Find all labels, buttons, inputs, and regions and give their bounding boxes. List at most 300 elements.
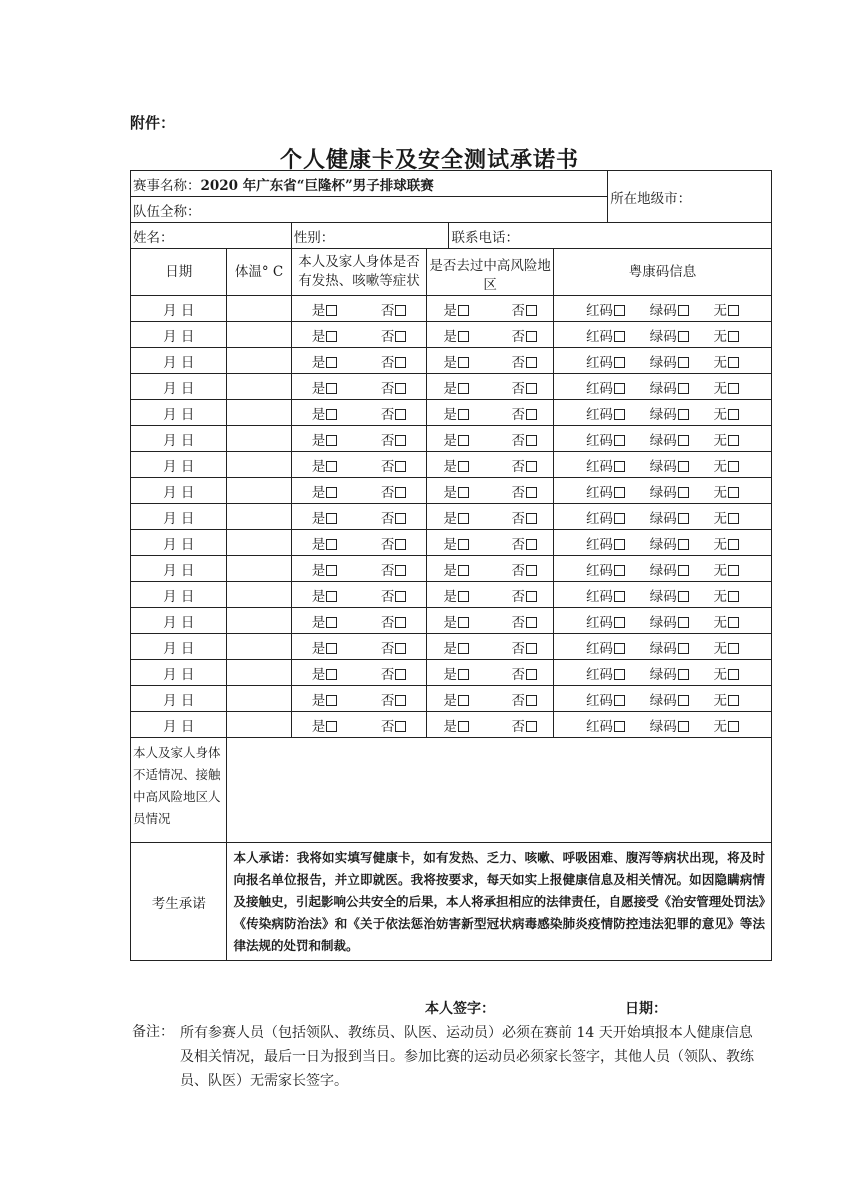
risk-yes-checkbox[interactable] (443, 429, 469, 449)
risk-no-checkbox[interactable] (511, 533, 537, 553)
table-row (131, 504, 772, 530)
no-label: 否 (380, 666, 395, 683)
row-risk-area (427, 660, 554, 686)
green-label: 绿码 (649, 380, 677, 397)
code-red-checkbox[interactable] (586, 559, 625, 579)
body-info-field[interactable] (227, 738, 772, 843)
row-symptoms (291, 296, 427, 322)
header-risk-area: 是否去过中高风险地区 (427, 249, 554, 296)
symptoms-no-checkbox[interactable] (381, 637, 407, 657)
none-label: 无 (713, 718, 727, 735)
row-date[interactable] (131, 322, 227, 348)
none-label: 无 (713, 640, 727, 657)
table-row (131, 608, 772, 634)
row-date[interactable] (131, 712, 227, 738)
row-temp-field[interactable] (227, 296, 291, 322)
row-risk-area (427, 426, 554, 452)
green-label: 绿码 (649, 328, 677, 345)
none-label: 无 (713, 614, 727, 631)
code-green-checkbox[interactable] (650, 507, 689, 527)
none-label: 无 (713, 406, 727, 423)
row-temp-field[interactable] (227, 348, 291, 374)
team-field[interactable] (131, 197, 608, 223)
symptoms-yes-checkbox[interactable] (312, 611, 338, 631)
code-none-checkbox[interactable] (714, 351, 740, 371)
code-none-checkbox[interactable] (714, 507, 740, 527)
checkbox-icon (614, 461, 625, 472)
risk-yes-checkbox[interactable] (443, 689, 469, 709)
row-temp-field[interactable] (227, 322, 291, 348)
symptoms-no-checkbox[interactable] (381, 585, 407, 605)
checkbox-icon (395, 513, 406, 524)
checkbox-icon (458, 643, 469, 654)
symptoms-no-checkbox[interactable] (381, 533, 407, 553)
row-date[interactable] (131, 556, 227, 582)
code-red-checkbox[interactable] (586, 507, 625, 527)
risk-no-checkbox[interactable] (511, 507, 537, 527)
row-date-label: 月 日 (163, 536, 195, 553)
symptoms-yes-checkbox[interactable] (312, 533, 338, 553)
yes-label: 是 (443, 614, 457, 631)
risk-yes-checkbox[interactable] (443, 351, 469, 371)
table-row (131, 634, 772, 660)
row-date[interactable] (131, 400, 227, 426)
symptoms-yes-checkbox[interactable] (312, 715, 338, 735)
row-date[interactable] (131, 452, 227, 478)
symptoms-no-checkbox[interactable] (381, 559, 407, 579)
code-none-checkbox[interactable] (714, 611, 740, 631)
symptoms-no-checkbox[interactable] (381, 715, 407, 735)
symptoms-yes-checkbox[interactable] (312, 403, 338, 423)
row-date-label: 月 日 (163, 666, 195, 683)
symptoms-yes-checkbox[interactable] (312, 507, 338, 527)
row-date[interactable] (131, 504, 227, 530)
code-red-checkbox[interactable] (586, 377, 625, 397)
row-symptoms (291, 348, 427, 374)
row-date[interactable] (131, 426, 227, 452)
checkbox-icon (526, 513, 537, 524)
none-label: 无 (713, 692, 727, 709)
risk-yes-checkbox[interactable] (443, 481, 469, 501)
row-temp-field[interactable] (227, 374, 291, 400)
checkbox-icon (728, 331, 739, 342)
row-temp-field[interactable] (227, 504, 291, 530)
risk-yes-checkbox[interactable] (443, 377, 469, 397)
note-label: 备注： (132, 1024, 174, 1040)
symptoms-yes-checkbox[interactable] (312, 455, 338, 475)
code-red-checkbox[interactable] (586, 429, 625, 449)
risk-yes-checkbox[interactable] (443, 611, 469, 631)
risk-no-checkbox[interactable] (511, 377, 537, 397)
name-field[interactable] (131, 223, 292, 249)
risk-no-checkbox[interactable] (511, 663, 537, 683)
no-label: 否 (380, 328, 395, 345)
row-health-code (553, 478, 771, 504)
code-none-checkbox[interactable] (714, 299, 740, 319)
code-red-checkbox[interactable] (586, 611, 625, 631)
risk-yes-checkbox[interactable] (443, 637, 469, 657)
code-green-checkbox[interactable] (650, 611, 689, 631)
checkbox-icon (458, 565, 469, 576)
code-none-checkbox[interactable] (714, 559, 740, 579)
code-red-checkbox[interactable] (586, 481, 625, 501)
row-health-code (553, 296, 771, 322)
checkbox-icon (614, 357, 625, 368)
row-temp-field[interactable] (227, 660, 291, 686)
checkbox-icon (458, 487, 469, 498)
risk-yes-checkbox[interactable] (443, 507, 469, 527)
symptoms-yes-checkbox[interactable] (312, 585, 338, 605)
row-date[interactable] (131, 634, 227, 660)
risk-no-checkbox[interactable] (511, 481, 537, 501)
row-temp-field[interactable] (227, 712, 291, 738)
checkbox-icon (728, 565, 739, 576)
risk-no-checkbox[interactable] (511, 351, 537, 371)
checkbox-icon (395, 435, 406, 446)
checkbox-icon (678, 669, 689, 680)
risk-no-checkbox[interactable] (511, 403, 537, 423)
checkbox-icon (395, 409, 406, 420)
green-label: 绿码 (649, 354, 677, 371)
code-red-checkbox[interactable] (586, 455, 625, 475)
yes-label: 是 (443, 328, 457, 345)
code-green-checkbox[interactable] (650, 637, 689, 657)
symptoms-no-checkbox[interactable] (381, 325, 407, 345)
symptoms-no-checkbox[interactable] (381, 611, 407, 631)
checkbox-icon (326, 461, 337, 472)
no-label: 否 (511, 328, 525, 345)
symptoms-yes-checkbox[interactable] (312, 299, 338, 319)
symptoms-no-checkbox[interactable] (381, 377, 407, 397)
checkbox-icon (526, 539, 537, 550)
checkbox-icon (395, 617, 406, 628)
yes-label: 是 (311, 302, 326, 319)
code-none-checkbox[interactable] (714, 429, 740, 449)
row-date-label: 月 日 (163, 588, 195, 605)
table-row (131, 478, 772, 504)
checkbox-icon (395, 721, 406, 732)
event-name: 2020 年广东省“巨隆杯”男子排球联赛 (200, 177, 434, 194)
checkbox-icon (326, 513, 337, 524)
row-date-label: 月 日 (163, 302, 195, 319)
row-temp-field[interactable] (227, 400, 291, 426)
checkbox-icon (678, 409, 689, 420)
symptoms-yes-checkbox[interactable] (312, 559, 338, 579)
note-text: 所有参赛人员（包括领队、教练员、队医、运动员）必须在赛前 14 天开始填报本人健康信息及相关情况，最后一日为报到当日。参加比赛的运动员必须家长签字，其他人员（领队、教练员、队医）无需家长签字。 (180, 1025, 754, 1089)
green-label: 绿码 (649, 588, 677, 605)
yes-label: 是 (443, 640, 457, 657)
row-date[interactable] (131, 686, 227, 712)
symptoms-no-checkbox[interactable] (381, 455, 407, 475)
code-red-checkbox[interactable] (586, 585, 625, 605)
code-none-checkbox[interactable] (714, 663, 740, 683)
table-row (131, 452, 772, 478)
symptoms-no-checkbox[interactable] (381, 429, 407, 449)
row-date[interactable] (131, 296, 227, 322)
checkbox-icon (728, 643, 739, 654)
checkbox-icon (728, 357, 739, 368)
no-label: 否 (380, 692, 395, 709)
checkbox-icon (458, 357, 469, 368)
code-green-checkbox[interactable] (650, 403, 689, 423)
none-label: 无 (713, 458, 727, 475)
row-risk-area (427, 322, 554, 348)
code-green-checkbox[interactable] (650, 663, 689, 683)
row-risk-area (427, 530, 554, 556)
no-label: 否 (511, 562, 525, 579)
no-label: 否 (380, 640, 395, 657)
no-label: 否 (511, 302, 525, 319)
yes-label: 是 (311, 510, 326, 527)
code-none-checkbox[interactable] (714, 403, 740, 423)
pledge-cell (227, 843, 772, 961)
checkbox-icon (526, 565, 537, 576)
code-green-checkbox[interactable] (650, 299, 689, 319)
symptoms-yes-checkbox[interactable] (312, 637, 338, 657)
symptoms-no-checkbox[interactable] (381, 663, 407, 683)
risk-no-checkbox[interactable] (511, 689, 537, 709)
risk-no-checkbox[interactable] (511, 585, 537, 605)
yes-label: 是 (443, 562, 457, 579)
code-green-checkbox[interactable] (650, 429, 689, 449)
risk-yes-checkbox[interactable] (443, 455, 469, 475)
row-health-code (553, 374, 771, 400)
row-date-label: 月 日 (163, 640, 195, 657)
red-label: 红码 (585, 380, 613, 397)
code-red-checkbox[interactable] (586, 715, 625, 735)
risk-no-checkbox[interactable] (511, 455, 537, 475)
row-date[interactable] (131, 348, 227, 374)
checkbox-icon (526, 461, 537, 472)
row-temp-field[interactable] (227, 556, 291, 582)
checkbox-icon (728, 383, 739, 394)
code-red-checkbox[interactable] (586, 403, 625, 423)
symptoms-no-checkbox[interactable] (381, 403, 407, 423)
yes-label: 是 (443, 692, 457, 709)
risk-yes-checkbox[interactable] (443, 663, 469, 683)
checkbox-icon (326, 383, 337, 394)
code-none-checkbox[interactable] (714, 481, 740, 501)
symptoms-no-checkbox[interactable] (381, 481, 407, 501)
row-temp-field[interactable] (227, 582, 291, 608)
no-label: 否 (511, 354, 525, 371)
event-name-field[interactable] (131, 171, 608, 197)
yes-label: 是 (311, 536, 326, 553)
checkbox-icon (614, 539, 625, 550)
code-green-checkbox[interactable] (650, 689, 689, 709)
risk-yes-checkbox[interactable] (443, 299, 469, 319)
table-row (131, 374, 772, 400)
code-green-checkbox[interactable] (650, 481, 689, 501)
row-date[interactable] (131, 582, 227, 608)
yes-label: 是 (311, 562, 326, 579)
checkbox-icon (678, 591, 689, 602)
red-label: 红码 (585, 510, 613, 527)
row-symptoms (291, 660, 427, 686)
symptoms-yes-checkbox[interactable] (312, 481, 338, 501)
row-health-code (553, 452, 771, 478)
yes-label: 是 (311, 380, 326, 397)
checkbox-icon (458, 591, 469, 602)
code-none-checkbox[interactable] (714, 325, 740, 345)
symptoms-no-checkbox[interactable] (381, 689, 407, 709)
no-label: 否 (511, 510, 525, 527)
no-label: 否 (380, 458, 395, 475)
green-label: 绿码 (649, 718, 677, 735)
row-date-label: 月 日 (163, 562, 195, 579)
code-red-checkbox[interactable] (586, 325, 625, 345)
checkbox-icon (728, 669, 739, 680)
code-green-checkbox[interactable] (650, 533, 689, 553)
code-none-checkbox[interactable] (714, 585, 740, 605)
symptoms-yes-checkbox[interactable] (312, 689, 338, 709)
red-label: 红码 (585, 640, 613, 657)
symptoms-no-checkbox[interactable] (381, 507, 407, 527)
checkbox-icon (395, 539, 406, 550)
checkbox-icon (614, 591, 625, 602)
row-symptoms (291, 322, 427, 348)
checkbox-icon (614, 695, 625, 706)
row-health-code (553, 582, 771, 608)
checkbox-icon (614, 383, 625, 394)
yes-label: 是 (443, 536, 457, 553)
checkbox-icon (678, 721, 689, 732)
none-label: 无 (713, 510, 727, 527)
code-green-checkbox[interactable] (650, 455, 689, 475)
checkbox-icon (526, 383, 537, 394)
row-temp-field[interactable] (227, 686, 291, 712)
code-none-checkbox[interactable] (714, 689, 740, 709)
row-risk-area (427, 374, 554, 400)
row-date-label: 月 日 (163, 614, 195, 631)
row-temp-field[interactable] (227, 634, 291, 660)
checkbox-icon (326, 331, 337, 342)
code-green-checkbox[interactable] (650, 351, 689, 371)
risk-no-checkbox[interactable] (511, 559, 537, 579)
green-label: 绿码 (649, 666, 677, 683)
row-date[interactable] (131, 608, 227, 634)
code-none-checkbox[interactable] (714, 715, 740, 735)
none-label: 无 (713, 380, 727, 397)
no-label: 否 (380, 432, 395, 449)
code-red-checkbox[interactable] (586, 299, 625, 319)
symptoms-yes-checkbox[interactable] (312, 377, 338, 397)
city-field[interactable] (608, 171, 772, 223)
row-date[interactable] (131, 660, 227, 686)
symptoms-no-checkbox[interactable] (381, 299, 407, 319)
red-label: 红码 (585, 588, 613, 605)
code-red-checkbox[interactable] (586, 351, 625, 371)
symptoms-yes-checkbox[interactable] (312, 429, 338, 449)
risk-yes-checkbox[interactable] (443, 533, 469, 553)
row-temp-field[interactable] (227, 478, 291, 504)
row-health-code (553, 504, 771, 530)
event-label: 赛事名称： (133, 177, 201, 194)
code-none-checkbox[interactable] (714, 455, 740, 475)
risk-no-checkbox[interactable] (511, 611, 537, 631)
checkbox-icon (326, 305, 337, 316)
risk-no-checkbox[interactable] (511, 637, 537, 657)
risk-yes-checkbox[interactable] (443, 559, 469, 579)
risk-no-checkbox[interactable] (511, 299, 537, 319)
row-temp-field[interactable] (227, 452, 291, 478)
risk-yes-checkbox[interactable] (443, 403, 469, 423)
risk-no-checkbox[interactable] (511, 715, 537, 735)
checkbox-icon (326, 565, 337, 576)
row-date[interactable] (131, 530, 227, 556)
row-risk-area (427, 608, 554, 634)
checkbox-icon (614, 409, 625, 420)
gender-field[interactable] (291, 223, 449, 249)
row-health-code (553, 712, 771, 738)
row-risk-area (427, 504, 554, 530)
green-label: 绿码 (649, 458, 677, 475)
code-none-checkbox[interactable] (714, 377, 740, 397)
checkbox-icon (458, 409, 469, 420)
code-green-checkbox[interactable] (650, 377, 689, 397)
checkbox-icon (614, 669, 625, 680)
code-red-checkbox[interactable] (586, 689, 625, 709)
yes-label: 是 (311, 432, 326, 449)
checkbox-icon (458, 383, 469, 394)
risk-no-checkbox[interactable] (511, 429, 537, 449)
yes-label: 是 (311, 692, 326, 709)
green-label: 绿码 (649, 640, 677, 657)
code-red-checkbox[interactable] (586, 663, 625, 683)
checkbox-icon (326, 435, 337, 446)
phone-field[interactable] (449, 223, 772, 249)
code-green-checkbox[interactable] (650, 715, 689, 735)
code-green-checkbox[interactable] (650, 559, 689, 579)
yes-label: 是 (443, 588, 457, 605)
no-label: 否 (511, 406, 525, 423)
no-label: 否 (511, 458, 525, 475)
row-symptoms (291, 712, 427, 738)
yes-label: 是 (311, 614, 326, 631)
code-none-checkbox[interactable] (714, 533, 740, 553)
symptoms-yes-checkbox[interactable] (312, 351, 338, 371)
risk-no-checkbox[interactable] (511, 325, 537, 345)
risk-yes-checkbox[interactable] (443, 325, 469, 345)
table-row (131, 348, 772, 374)
yes-label: 是 (311, 718, 326, 735)
row-temp-field[interactable] (227, 608, 291, 634)
row-date[interactable] (131, 374, 227, 400)
symptoms-yes-checkbox[interactable] (312, 325, 338, 345)
row-date-label: 月 日 (163, 692, 195, 709)
symptoms-yes-checkbox[interactable] (312, 663, 338, 683)
row-date[interactable] (131, 478, 227, 504)
code-red-checkbox[interactable] (586, 637, 625, 657)
risk-yes-checkbox[interactable] (443, 585, 469, 605)
risk-yes-checkbox[interactable] (443, 715, 469, 735)
code-green-checkbox[interactable] (650, 585, 689, 605)
pledge-text: 本人承诺：我将如实填写健康卡，如有发热、乏力、咳嗽、呼吸困难、腹泻等病状出现，将及时向报名单位报告，并立即就医。我将按要求，每天如实上报健康信息及相关情况。如因隐瞒病情及接触史，引起影响公共安全的后果，本人将承担相应的法律责任，自愿接受《治安管理处罚法》《传染病防治法》和《关于依法惩治妨害新型冠状病毒感染肺炎疫情防控违法犯罪的意见》等法律法规的处罚和制裁。 (233, 849, 765, 953)
checkbox-icon (678, 487, 689, 498)
no-label: 否 (380, 718, 395, 735)
code-red-checkbox[interactable] (586, 533, 625, 553)
checkbox-icon (526, 617, 537, 628)
checkbox-icon (678, 565, 689, 576)
code-green-checkbox[interactable] (650, 325, 689, 345)
yes-label: 是 (443, 432, 457, 449)
code-none-checkbox[interactable] (714, 637, 740, 657)
row-temp-field[interactable] (227, 426, 291, 452)
symptoms-no-checkbox[interactable] (381, 351, 407, 371)
row-temp-field[interactable] (227, 530, 291, 556)
no-label: 否 (380, 562, 395, 579)
checkbox-icon (326, 357, 337, 368)
